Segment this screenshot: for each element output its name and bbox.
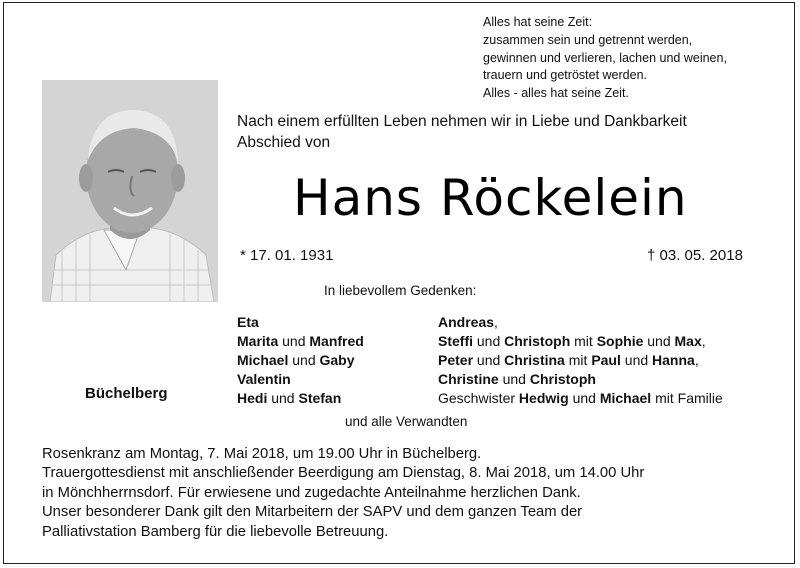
family-member-name: Manfred [309,333,364,349]
intro-line: Abschied von [237,134,331,151]
intro-line: Nach einem erfüllten Leben nehmen wir in Liebe und Dankbarkeit [237,113,687,130]
relatives-note: und alle Verwandten [345,414,468,429]
family-member-name: Steffi [438,333,473,349]
family-member-name: Christoph [529,371,596,387]
family-connector: und [473,352,505,368]
family-list-left [237,313,364,408]
memory-label: In liebevollem Gedenken: [324,283,477,298]
family-line [237,332,364,351]
family-connector: und [288,352,320,368]
family-member-name: Stefan [298,390,342,406]
deceased-name: Hans Röckelein [293,169,688,227]
portrait-illustration [42,80,218,302]
family-member-name: Marita [237,333,279,349]
family-connector: und [498,371,530,387]
family-member-name: Christina [504,352,565,368]
quote-line: Alles - alles hat seine Zeit. [483,86,629,101]
family-member-name: Christoph [504,333,571,349]
family-connector: und [473,333,505,349]
family-member-name: Andreas [438,314,495,330]
footer-line: in Mönchherrnsdorf. Für erwiesene und zugedachte Anteilnahme herzlichen Dank. [42,484,581,501]
family-line [237,370,364,389]
footer-line: Trauergottesdienst mit anschließender Beerdigung am Dienstag, 8. Mai 2018, um 14.00 Uhr [42,465,645,482]
family-line [438,313,723,332]
family-list-right [438,313,723,408]
quote-line: gewinnen und verlieren, lachen und weinen, [483,50,727,65]
family-member-name: Hanna [652,352,695,368]
intro-text [237,111,687,153]
family-connector: , [701,333,706,349]
family-connector: mit [564,352,592,368]
family-line [237,313,364,332]
family-member-name: Hedi [237,390,268,406]
family-connector: und [278,333,310,349]
family-connector: und [568,390,600,406]
family-member-name: Eta [237,314,259,330]
family-line [438,370,723,389]
family-connector: , [694,352,699,368]
family-member-name: Valentin [237,371,291,387]
family-member-name: Michael [599,390,652,406]
family-member-name: Gaby [319,352,355,368]
family-connector: und [643,333,675,349]
place-name: Büchelberg [85,385,168,402]
family-connector: , [494,314,498,330]
family-line [438,332,723,351]
quote-line: zusammen sein und getrennt werden, [483,32,693,47]
family-member-name: Max [674,333,702,349]
family-member-name: Hedwig [518,390,569,406]
quote-line: trauern und getröstet werden. [483,68,647,83]
quote-block [483,14,727,103]
footer-line: Palliativstation Bamberg für die liebevolle Betreuung. [42,523,389,540]
family-line [237,389,364,408]
family-connector: mit Familie [651,390,723,406]
family-connector: und [620,352,653,368]
family-member-name: Christine [438,371,499,387]
family-member-name: Michael [237,352,289,368]
family-connector: Geschwister [438,390,519,406]
family-connector: mit [570,333,597,349]
family-member-name: Sophie [596,333,644,349]
service-info [42,445,644,542]
family-line [237,351,364,370]
death-date: † 03. 05. 2018 [647,247,743,264]
family-member-name: Peter [438,352,474,368]
footer-line: Unser besonderer Dank gilt den Mitarbeitern der SAPV und dem ganzen Team der [42,504,583,521]
family-line [438,389,723,408]
birth-date: * 17. 01. 1931 [240,247,334,264]
family-line [438,351,723,370]
family-member-name: Paul [591,352,621,368]
portrait-photo [42,80,218,302]
family-connector: und [267,390,299,406]
footer-line: Rosenkranz am Montag, 7. Mai 2018, um 19.00 Uhr in Büchelberg. [42,446,482,462]
quote-line: Alles hat seine Zeit: [483,15,593,29]
